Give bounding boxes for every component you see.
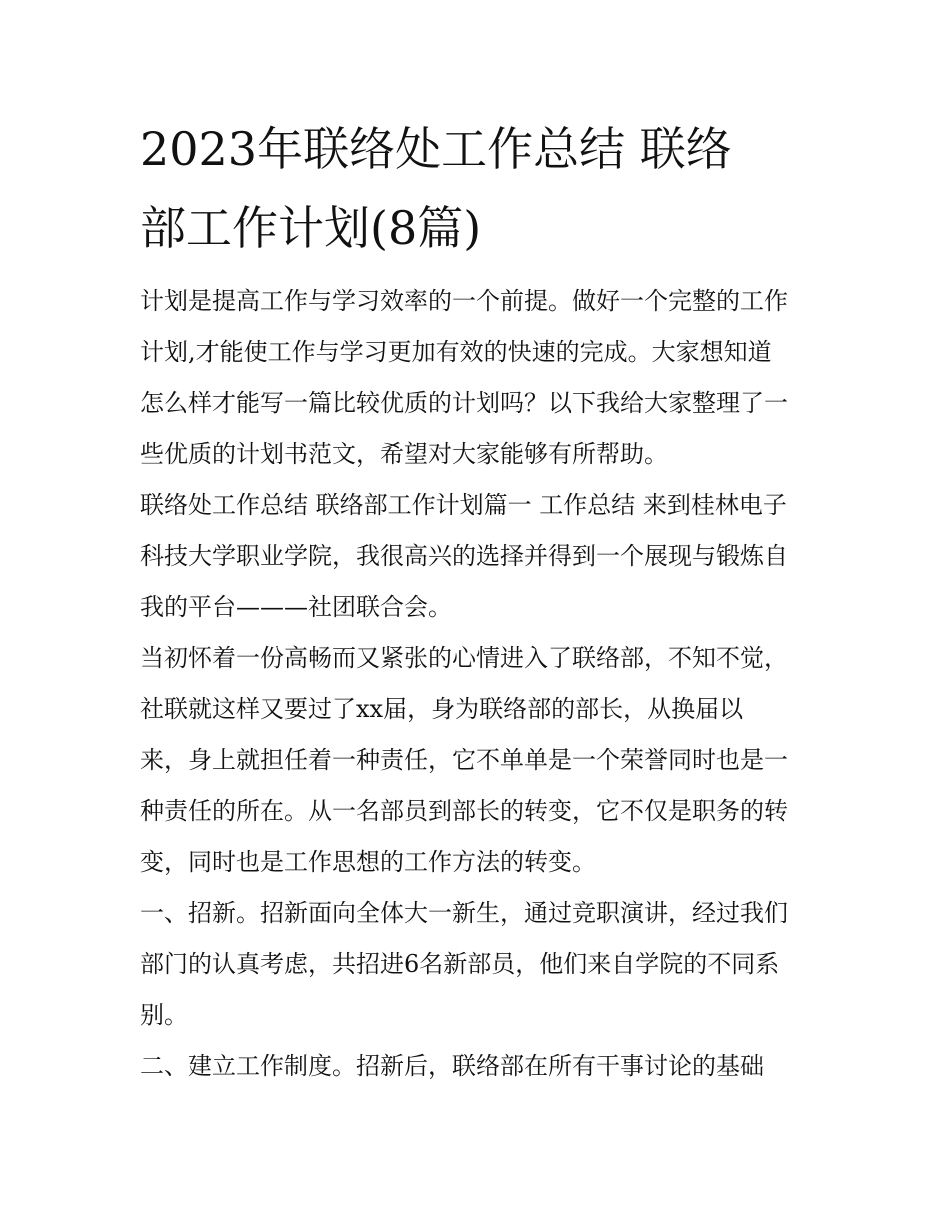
body-line: 一、招新。招新面向全体大一新生，通过竞职演讲，经过我们 (140, 899, 788, 927)
body-line: 计划是提高工作与学习效率的一个前提。做好一个完整的工作 (140, 287, 788, 315)
body-line: 社联就这样又要过了xx届，身为联络部的部长，从换届以 (140, 695, 744, 723)
body-line: 科技大学职业学院，我很高兴的选择并得到一个展现与锻炼自 (140, 542, 788, 570)
document-title (140, 110, 830, 268)
body-line: 联络处工作总结 联络部工作计划篇一 工作总结 来到桂林电子 (140, 491, 787, 519)
body-line: 种责任的所在。从一名部员到部长的转变，它不仅是职务的转 (140, 797, 788, 825)
body-line: 计划,才能使工作与学习更加有效的快速的完成。大家想知道 (140, 338, 772, 366)
document-body (140, 276, 820, 1092)
body-line: 部门的认真考虑，共招进6名新部员，他们来自学院的不同系 (140, 950, 780, 978)
body-line: 些优质的计划书范文，希望对大家能够有所帮助。 (140, 440, 668, 468)
body-line: 变，同时也是工作思想的工作方法的转变。 (140, 848, 596, 876)
body-line: 二、建立工作制度。招新后，联络部在所有干事讨论的基础 (140, 1052, 764, 1080)
title-line-2: 部工作计划(8篇) (140, 201, 482, 255)
body-line: 来，身上就担任着一种责任，它不单单是一个荣誉同时也是一 (140, 746, 788, 774)
body-line: 怎么样才能写一篇比较优质的计划吗？以下我给大家整理了一 (140, 389, 788, 417)
body-line: 我的平台———社团联合会。 (140, 593, 452, 621)
title-line-1: 2023年联络处工作总结 联络 (140, 122, 732, 176)
body-line: 别。 (140, 1001, 188, 1029)
body-line: 当初怀着一份高畅而又紧张的心情进入了联络部，不知不觉， (140, 644, 788, 672)
